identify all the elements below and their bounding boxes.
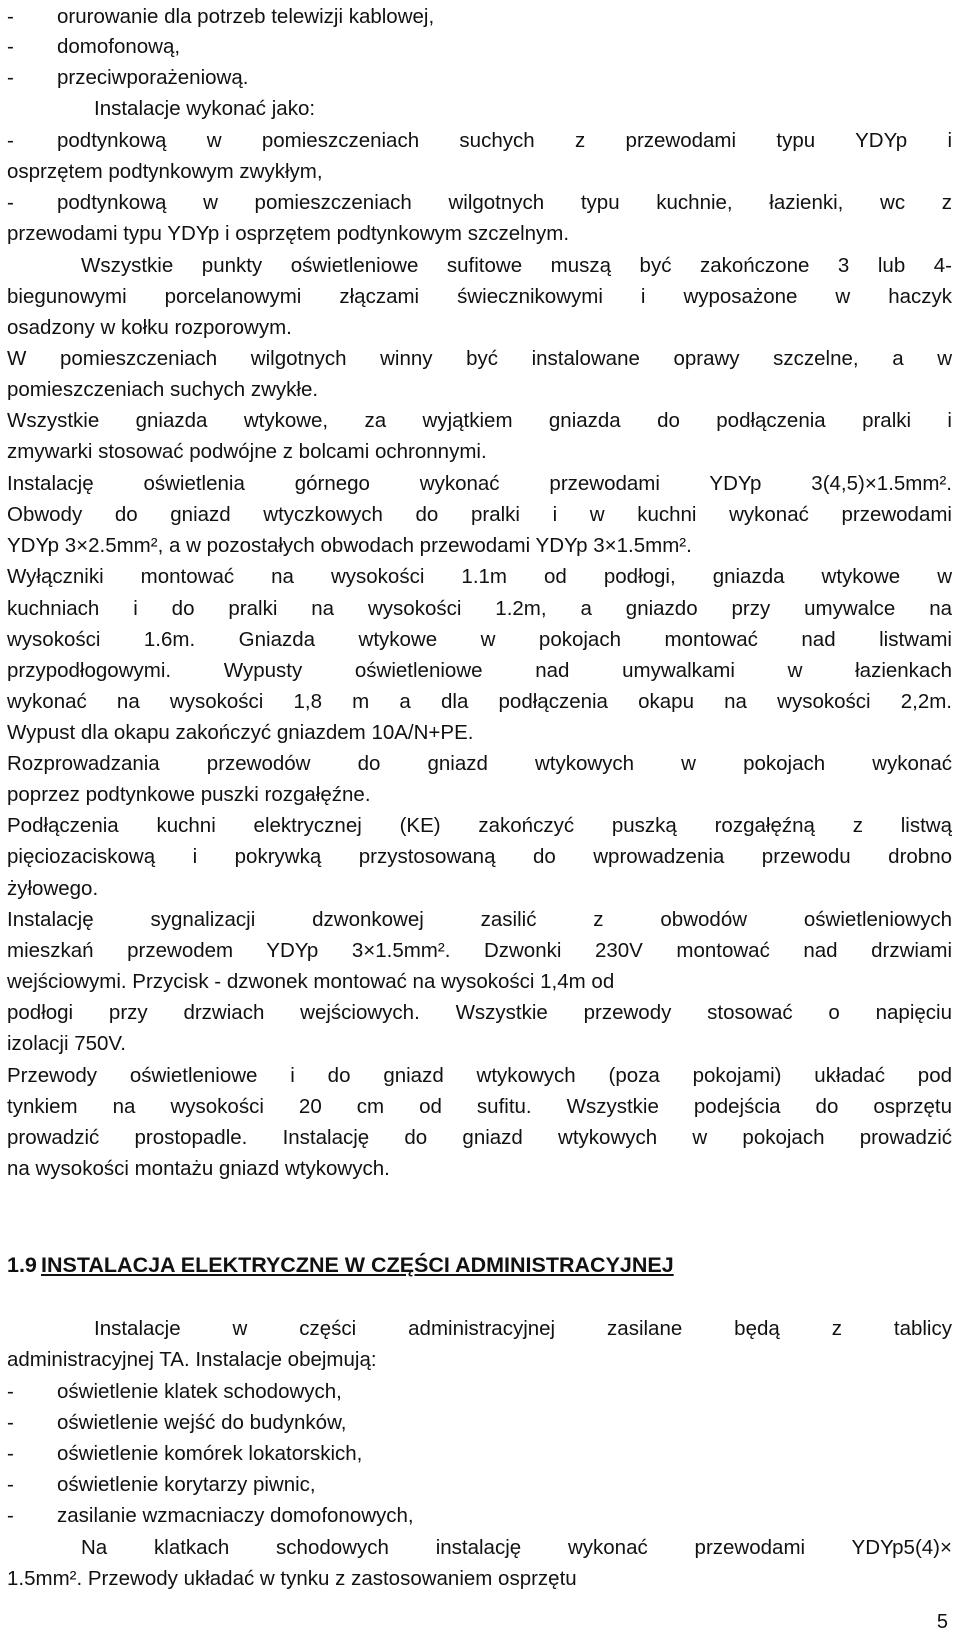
text-line: W pomieszczeniach wilgotnych winny być instalowane oprawy szczelne, a w — [7, 347, 952, 370]
text-line: poprzez podtynkowe puszki rozgałęźne. — [7, 783, 371, 806]
list-item — [7, 4, 952, 29]
text-line: biegunowymi porcelanowymi złączami świecznikowymi i wyposażone w haczyk — [7, 285, 952, 308]
list-item-text: podtynkową w pomieszczeniach wilgotnych typu kuchnie, łazienki, wc z — [57, 191, 952, 214]
text-line: żyłowego. — [7, 877, 99, 900]
text-line: wejściowymi. Przycisk - dzwonek montować na wysokości 1,4m od — [7, 970, 615, 993]
page-number: 5 — [936, 1611, 948, 1633]
list-bullet: - — [7, 5, 14, 28]
list-item — [7, 1503, 952, 1528]
list-item — [7, 34, 952, 59]
section-number: 1.9 — [7, 1253, 37, 1277]
text-line: Wszystkie punkty oświetleniowe sufitowe muszą być zakończone 3 lub 4- — [81, 254, 952, 277]
text-line: mieszkań przewodem YDYp 3×1.5mm². Dzwonki 230V montować nad drzwiami — [7, 939, 952, 962]
text-line: wykonać na wysokości 1,8 m a dla podłączenia okapu na wysokości 2,2m. — [7, 690, 952, 713]
text-line: Podłączenia kuchni elektrycznej (KE) zakończyć puszką rozgałęźną z listwą — [7, 814, 952, 837]
text-line: przypodłogowymi. Wypusty oświetleniowe nad umywalkami w łazienkach — [7, 659, 952, 682]
text-line: na wysokości montażu gniazd wtykowych. — [7, 1157, 390, 1180]
list-bullet: - — [7, 66, 14, 89]
list-item-text: oświetlenie klatek schodowych, — [57, 1380, 342, 1403]
text-line: wysokości 1.6m. Gniazda wtykowe w pokojach montować nad listwami — [7, 628, 952, 651]
list-item — [7, 128, 952, 153]
list-item-text: oświetlenie wejść do budynków, — [57, 1411, 347, 1434]
list-item — [7, 1410, 952, 1435]
section-title: INSTALACJA ELEKTRYCZNE W CZĘŚCI ADMINISTRACYJNEJ — [41, 1253, 674, 1277]
list-item — [7, 1379, 952, 1404]
text-line: tynkiem na wysokości 20 cm od sufitu. Wszystkie podejścia do osprzętu — [7, 1095, 952, 1118]
text-line: zmywarki stosować podwójne z bolcami ochronnymi. — [7, 440, 487, 463]
text-line: prowadzić prostopadle. Instalację do gniazd wtykowych w pokojach prowadzić — [7, 1126, 952, 1149]
section-heading — [7, 1250, 674, 1280]
text-line: Instalację oświetlenia górnego wykonać przewodami YDYp 3(4,5)×1.5mm². — [7, 472, 952, 495]
text-line: osadzony w kołku rozporowym. — [7, 316, 292, 339]
text-line: przewodami typu YDYp i osprzętem podtynkowym szczelnym. — [7, 222, 570, 245]
list-bullet: - — [7, 1411, 14, 1434]
list-bullet: - — [7, 1473, 14, 1496]
list-item — [7, 190, 952, 215]
text-line: Wypust dla okapu zakończyć gniazdem 10A/N+PE. — [7, 721, 474, 744]
list-item — [7, 1472, 952, 1497]
text-line: osprzętem podtynkowym zwykłym, — [7, 160, 323, 183]
text-line: Wyłączniki montować na wysokości 1.1m od podłogi, gniazda wtykowe w — [7, 565, 952, 588]
text-line: 1.5mm². Przewody układać w tynku z zastosowaniem osprzętu — [7, 1567, 577, 1590]
list-bullet: - — [7, 1504, 14, 1527]
list-item-text: oświetlenie komórek lokatorskich, — [57, 1442, 363, 1465]
text-line: izolacji 750V. — [7, 1032, 126, 1055]
list-item-text: domofonową, — [57, 35, 181, 58]
list-bullet: - — [7, 1380, 14, 1403]
text-line: Obwody do gniazd wtyczkowych do pralki i w kuchni wykonać przewodami — [7, 503, 952, 526]
text-line: Instalacje wykonać jako: — [94, 97, 316, 120]
text-line: podłogi przy drzwiach wejściowych. Wszystkie przewody stosować o napięciu — [7, 1001, 952, 1024]
list-item-text: zasilanie wzmacniaczy domofonowych, — [57, 1504, 414, 1527]
list-item-text: przeciwporażeniową. — [57, 66, 249, 89]
text-line: pięciozaciskową i pokrywką przystosowaną do wprowadzenia przewodu drobno — [7, 845, 952, 868]
text-line: Przewody oświetleniowe i do gniazd wtykowych (poza pokojami) układać pod — [7, 1064, 952, 1087]
text-line: Rozprowadzania przewodów do gniazd wtykowych w pokojach wykonać — [7, 752, 952, 775]
list-bullet: - — [7, 1442, 14, 1465]
list-item-text: podtynkową w pomieszczeniach suchych z przewodami typu YDYp i — [57, 129, 952, 152]
text-line: Wszystkie gniazda wtykowe, za wyjątkiem gniazda do podłączenia pralki i — [7, 409, 952, 432]
text-line: administracyjnej TA. Instalacje obejmują: — [7, 1348, 377, 1371]
list-bullet: - — [7, 35, 14, 58]
list-item-text: oświetlenie korytarzy piwnic, — [57, 1473, 316, 1496]
list-bullet: - — [7, 191, 14, 214]
text-line: Instalacje w części administracyjnej zasilane będą z tablicy — [94, 1317, 952, 1340]
list-bullet: - — [7, 129, 14, 152]
text-line: kuchniach i do pralki na wysokości 1.2m, a gniazdo przy umywalce na — [7, 597, 952, 620]
text-line: pomieszczeniach suchych zwykłe. — [7, 378, 319, 401]
text-line: YDYp 3×2.5mm², a w pozostałych obwodach przewodami YDYp 3×1.5mm². — [7, 534, 692, 557]
list-item-text: orurowanie dla potrzeb telewizji kablowej, — [57, 5, 435, 28]
text-line: Na klatkach schodowych instalację wykonać przewodami YDYp5(4)× — [81, 1536, 952, 1559]
list-item — [7, 1441, 952, 1466]
text-line: Instalację sygnalizacji dzwonkowej zasilić z obwodów oświetleniowych — [7, 908, 952, 931]
list-item — [7, 65, 952, 90]
